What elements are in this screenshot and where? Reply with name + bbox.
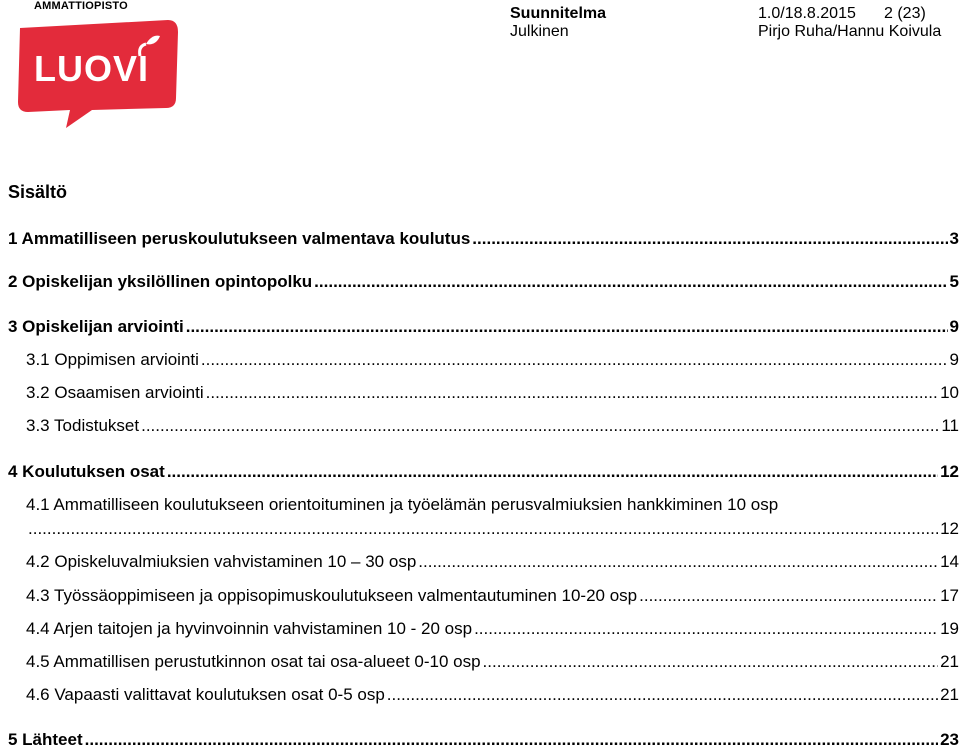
toc-entry-title: 3.1 Oppimisen arviointi [26,350,199,369]
toc-dot-leader [28,518,938,540]
toc-entry[interactable] [26,651,959,673]
toc-entry-page: 19 [940,619,959,638]
toc-entry[interactable] [8,729,959,751]
toc-entry-title: 4.3 Työssäoppimiseen ja oppisopimuskoulutukseen valmentautuminen 10-20 osp [26,586,638,605]
toc-entry[interactable] [8,461,959,483]
toc-entry-page: 21 [940,685,959,704]
toc-entry-page: 12 [940,462,959,481]
toc-entry-page: 3 [949,229,959,248]
toc-entry[interactable] [26,415,959,437]
toc-entry[interactable] [8,228,959,250]
toc-entry-title: 4.5 Ammatillisen perustutkinnon osat tai osa-alueet 0-10 osp [26,652,481,671]
doc-visibility: Julkinen [510,23,569,40]
page-number: 2 (23) [884,5,926,22]
toc-heading: Sisältö [8,182,68,202]
toc-entry-page: 9 [949,317,959,336]
toc-entry[interactable] [26,382,959,404]
logo-brand-text: LUOVI [34,48,150,89]
toc-entry-page: 14 [940,552,959,571]
toc-dot-leader [472,228,947,250]
toc-entry[interactable] [26,551,959,573]
toc-dot-leader [639,585,938,607]
toc-entry-title: 1 Ammatilliseen peruskoulutukseen valmentava koulutus [8,229,471,248]
toc-entry-page: 9 [949,350,959,369]
toc-entry-page: 12 [940,519,959,538]
toc-dot-leader [206,382,938,404]
toc-entry[interactable] [26,684,959,706]
toc-dot-leader [141,415,939,437]
toc-dot-leader [418,551,938,573]
toc-dot-leader [85,729,938,751]
doc-version: 1.0/18.8.2015 [758,5,856,22]
doc-type: Suunnitelma [510,5,607,22]
toc-entry[interactable] [8,271,959,293]
toc-dot-leader [474,618,938,640]
toc-entry-title: 4.1 Ammatilliseen koulutukseen orientoituminen ja työelämän perusvalmiuksien hankkiminen 10 osp [26,495,779,514]
toc-entry-title: 4.2 Opiskeluvalmiuksien vahvistaminen 10 – 30 osp [26,552,417,571]
toc-entry-title: 5 Lähteet [8,730,83,749]
toc-entry-title: 3.2 Osaamisen arviointi [26,383,204,402]
toc-entry-title: 4.6 Vapaasti valittavat koulutuksen osat 0-5 osp [26,685,385,704]
toc-entry[interactable] [8,316,959,338]
toc-entry[interactable] [26,349,959,371]
toc-entry[interactable] [26,494,959,516]
toc-dot-leader [167,461,938,483]
toc-dot-leader [201,349,948,371]
toc-entry-title: 4 Koulutuksen osat [8,462,165,481]
toc-entry-continuation[interactable] [26,518,959,540]
toc-entry-page: 23 [940,730,959,749]
toc-entry-title: 3.3 Todistukset [26,416,140,435]
toc-entry-page: 11 [941,416,959,435]
toc-dot-leader [387,684,938,706]
toc-dot-leader [186,316,948,338]
toc-entry-page: 10 [940,383,959,402]
toc-entry-title: 2 Opiskelijan yksilöllinen opintopolku [8,272,313,291]
toc-entry-title: 4.4 Arjen taitojen ja hyvinvoinnin vahvistaminen 10 - 20 osp [26,619,473,638]
doc-authors: Pirjo Ruha/Hannu Koivula [758,23,942,40]
toc-dot-leader [483,651,939,673]
logo-org-name: AMMATTIOPISTO [34,0,128,12]
toc-entry-page: 17 [940,586,959,605]
toc-entry-page: 5 [949,272,959,291]
luovi-logo [0,0,200,130]
toc-entry-page: 21 [940,652,959,671]
toc-entry[interactable] [26,585,959,607]
toc-dot-leader [314,271,947,293]
toc-entry-title: 3 Opiskelijan arviointi [8,317,184,336]
toc-entry[interactable] [26,618,959,640]
